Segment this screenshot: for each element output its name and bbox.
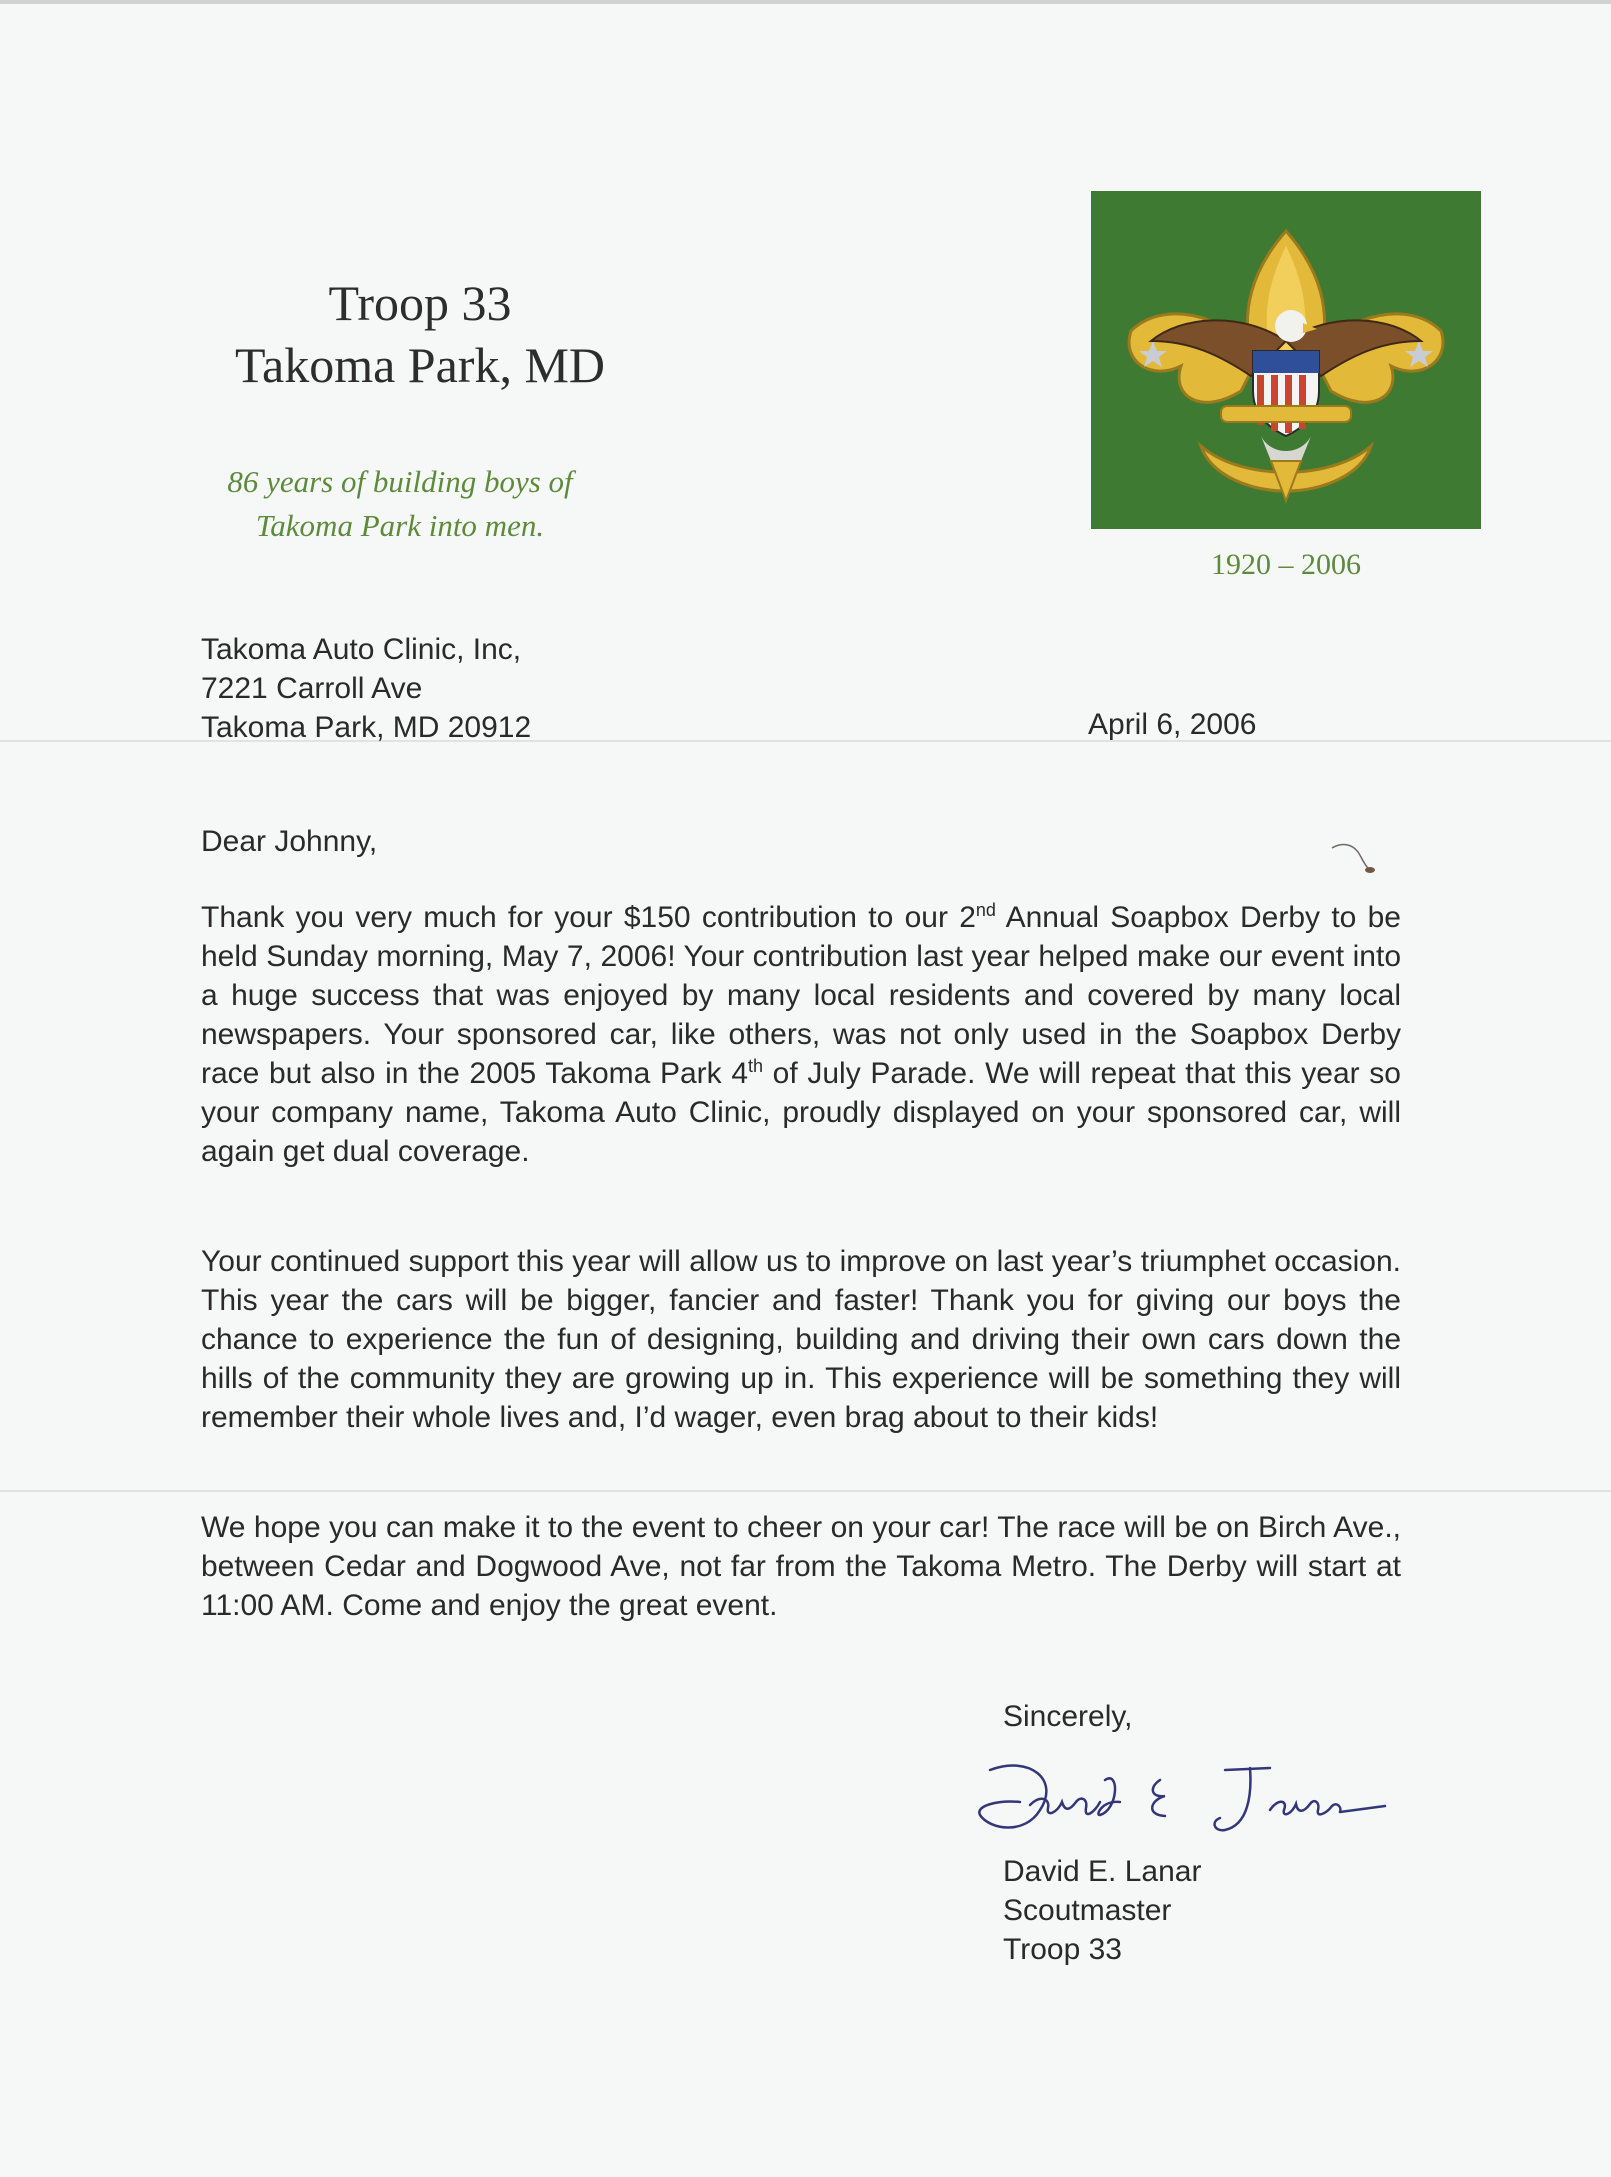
- tagline-line-1: 86 years of building boys of: [227, 464, 573, 499]
- handwritten-signature: [970, 1740, 1390, 1850]
- salutation: Dear Johnny,: [201, 825, 378, 858]
- page-top-edge: [0, 0, 1611, 4]
- ordinal-suffix-th: th: [748, 1056, 764, 1076]
- signer-organization: Troop 33: [1003, 1933, 1122, 1966]
- signature-block: [1003, 1852, 1201, 1969]
- letter-date: April 6, 2006: [1088, 708, 1257, 741]
- signer-name: David E. Lanar: [1003, 1855, 1202, 1888]
- paper-fold-line: [0, 1490, 1611, 1492]
- recipient-city-state-zip: Takoma Park, MD 20912: [201, 711, 532, 744]
- letterhead-organization: [200, 272, 640, 396]
- fleur-de-lis-eagle-emblem-icon: [1091, 191, 1481, 529]
- letterhead-tagline: [180, 460, 620, 548]
- recipient-company: Takoma Auto Clinic, Inc,: [201, 633, 522, 666]
- tagline-line-2: Takoma Park into men.: [255, 508, 545, 543]
- paragraph-1-part-c: of July Parade. We will repeat that this year so your company name, Takoma Auto Clinic, proudly displayed on your sponsored car, will again get dual coverage.: [201, 1057, 1401, 1168]
- closing: Sincerely,: [1003, 1700, 1133, 1733]
- recipient-street: 7221 Carroll Ave: [201, 672, 423, 705]
- body-paragraph-1: [201, 898, 1401, 1171]
- body-paragraph-2: Your continued support this year will allow us to improve on last year’s triumphet occasion. This year the cars will be bigger, fancier and faster! Thank you for giving our boys the chance to experience the fun of designing, building and driving their own cars down the hills of the community they are growing up in. This experience will be something they will remember their whole lives and, I’d wager, even brag about to their kids!: [201, 1245, 1401, 1434]
- paragraph-1-part-a: Thank you very much for your $150 contribution to our 2: [201, 901, 976, 934]
- troop-location: Takoma Park, MD: [234, 337, 606, 393]
- ink-smudge: [1330, 838, 1380, 878]
- paragraph-1-part-b: Annual Soapbox Derby to be held Sunday morning, May 7, 2006! Your contribution last year helped make our event into a huge success that was enjoyed by many local residents and covered by many local newspapers. Your sponsored car, like others, was not only used in the Soapbox Derby race but also in the 2005 Takoma Park 4: [201, 901, 1401, 1090]
- ordinal-suffix-nd: nd: [975, 900, 996, 920]
- years-caption: 1920 – 2006: [1211, 548, 1361, 581]
- signer-title: Scoutmaster: [1003, 1894, 1172, 1927]
- body-paragraph-3: We hope you can make it to the event to cheer on your car! The race will be on Birch Ave., between Cedar and Dogwood Ave, not far from the Takoma Metro. The Derby will start at 11:00 AM. Come and enjoy the great event.: [201, 1511, 1401, 1622]
- recipient-address: [201, 630, 531, 747]
- troop-name: Troop 33: [328, 275, 512, 331]
